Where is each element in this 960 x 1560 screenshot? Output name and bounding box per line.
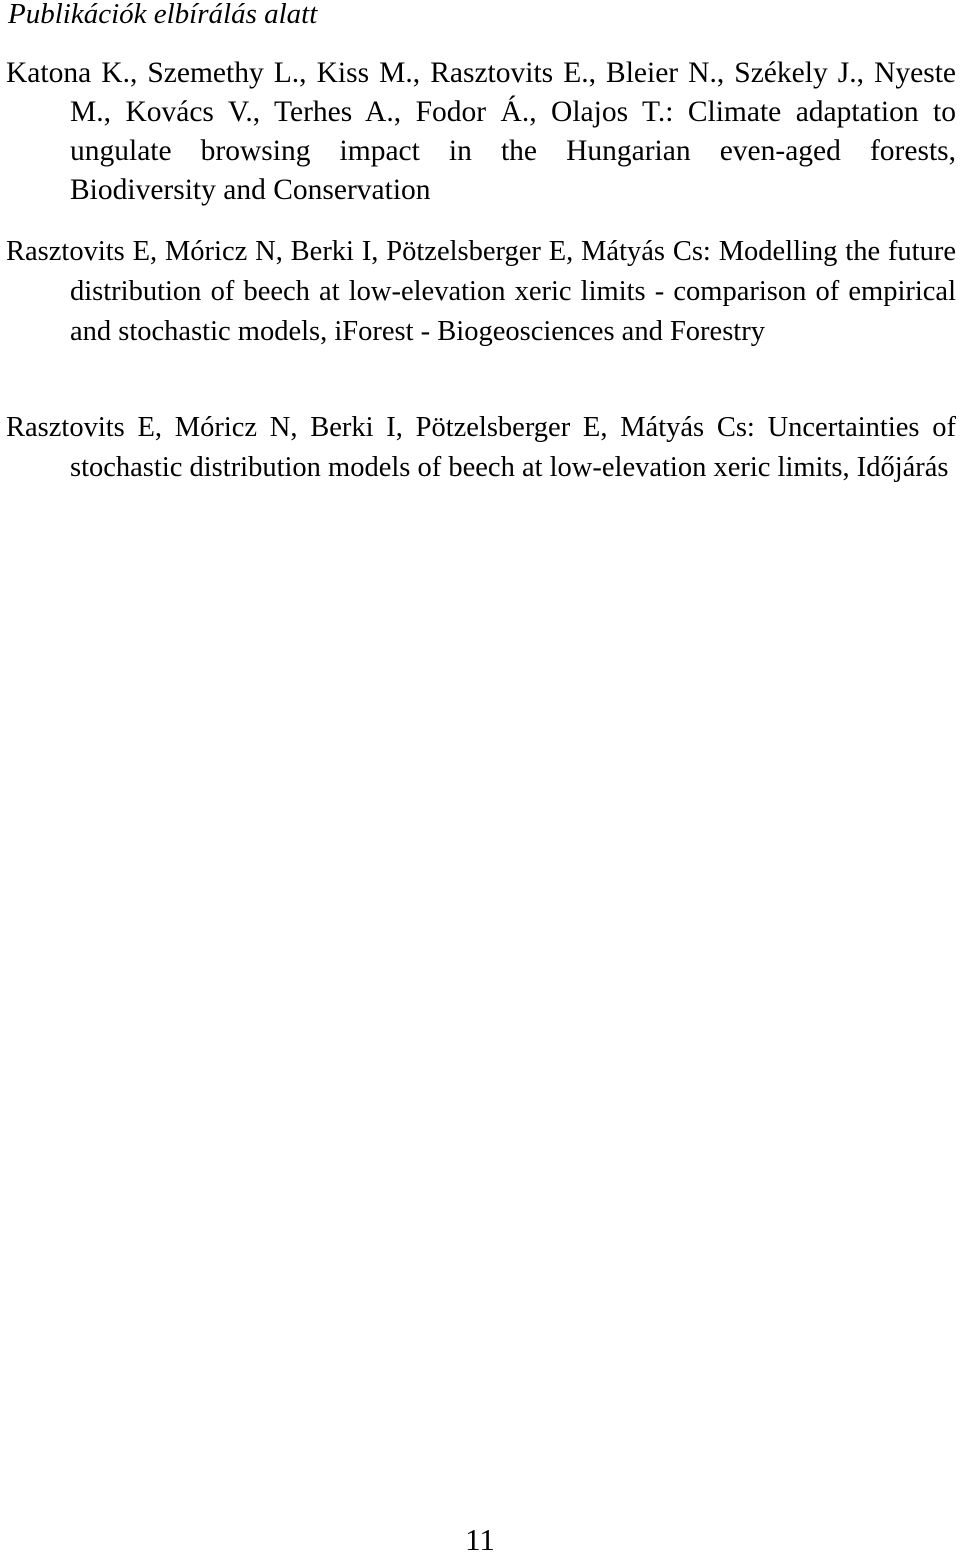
publication-entry: Rasztovits E, Móricz N, Berki I, Pötzelsberger E, Mátyás Cs: Modelling the future distribution of beech at low-elevation xeric limits - comparison of empirical and stochastic models, iForest - Biogeosciences and Forestry [6, 236, 956, 347]
section-heading: Publikációk elbírálás alatt [8, 0, 318, 30]
page-number: 11 [465, 1522, 495, 1557]
publication-entry: Rasztovits E, Móricz N, Berki I, Pötzelsberger E, Mátyás Cs: Uncertainties of stochastic distribution models of beech at low-elevation xeric limits, Időjárás [6, 412, 956, 483]
publication-entry: Katona K., Szemethy L., Kiss M., Rasztovits E., Bleier N., Székely J., Nyeste M., Kovács V., Terhes A., Fodor Á., Olajos T.: Climate adaptation to ungulate browsing impact in the Hungarian even-aged forests, Biodiversity and Conservation [6, 57, 956, 206]
